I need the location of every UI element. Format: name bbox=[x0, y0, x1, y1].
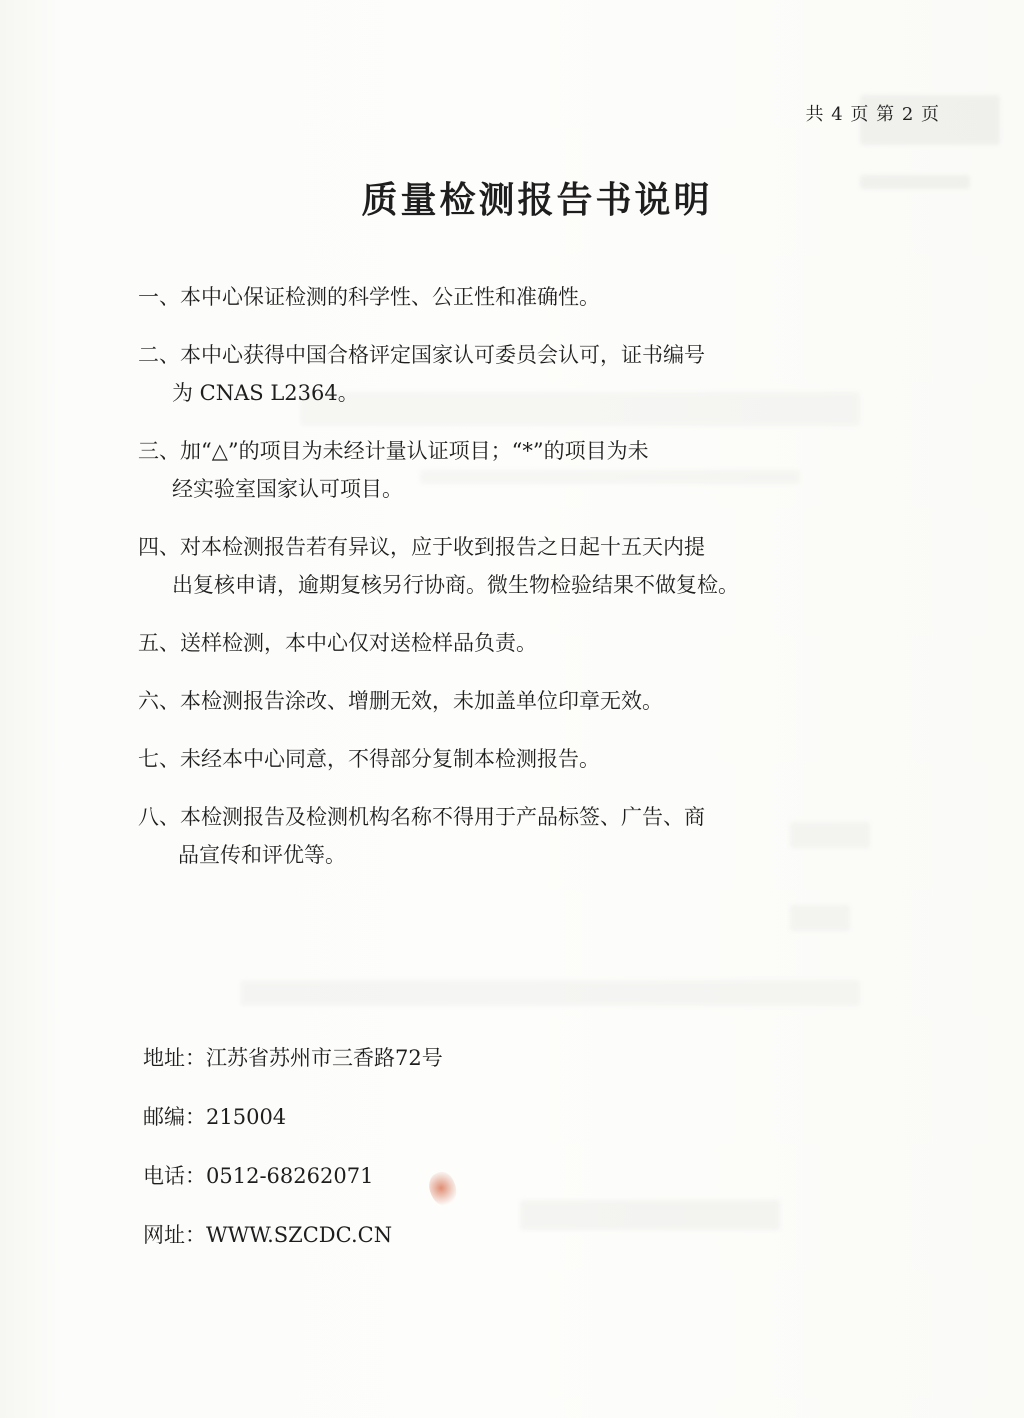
clause-5 bbox=[138, 624, 898, 662]
bleed-through-mark bbox=[240, 980, 860, 1006]
website-line: 网址：WWW.SZCDC.CN bbox=[143, 1223, 393, 1247]
clause-text: 七、未经本中心同意，不得部分复制本检测报告。 bbox=[138, 747, 600, 771]
contact-block bbox=[143, 1040, 743, 1276]
document-title: 质量检测报告书说明 bbox=[361, 180, 713, 221]
clause-text: 八、本检测报告及检测机构名称不得用于产品标签、广告、商 bbox=[138, 805, 705, 829]
clause-text: 四、对本检测报告若有异议，应于收到报告之日起十五天内提 bbox=[138, 535, 705, 559]
clause-8 bbox=[138, 798, 898, 874]
clause-6 bbox=[138, 682, 898, 720]
clause-text: 二、本中心获得中国合格评定国家认可委员会认可，证书编号 bbox=[138, 343, 705, 367]
postcode-line: 邮编：215004 bbox=[143, 1105, 287, 1129]
clause-7 bbox=[138, 740, 898, 778]
clause-4 bbox=[138, 528, 898, 604]
phone-line: 电话：0512-68262071 bbox=[143, 1164, 374, 1188]
clause-continuation: 为 CNAS L2364。 bbox=[172, 381, 359, 405]
clause-continuation: 品宣传和评优等。 bbox=[178, 843, 346, 867]
clause-text: 三、加“△”的项目为未经计量认证项目；“*”的项目为未 bbox=[138, 439, 649, 463]
clause-list bbox=[138, 278, 898, 894]
clause-text: 五、送样检测，本中心仅对送检样品负责。 bbox=[138, 631, 537, 655]
bleed-through-mark bbox=[790, 905, 850, 931]
page-number: 共 4 页 第 2 页 bbox=[805, 104, 940, 125]
clause-1 bbox=[138, 278, 898, 316]
clause-3 bbox=[138, 432, 898, 508]
address-line: 地址：江苏省苏州市三香路72号 bbox=[143, 1046, 443, 1070]
clause-2 bbox=[138, 336, 898, 412]
clause-text: 一、本中心保证检测的科学性、公正性和准确性。 bbox=[138, 285, 600, 309]
clause-continuation: 经实验室国家认可项目。 bbox=[172, 477, 403, 501]
clause-continuation: 出复核申请，逾期复核另行协商。微生物检验结果不做复检。 bbox=[172, 573, 739, 597]
clause-text: 六、本检测报告涂改、增删无效，未加盖单位印章无效。 bbox=[138, 689, 663, 713]
